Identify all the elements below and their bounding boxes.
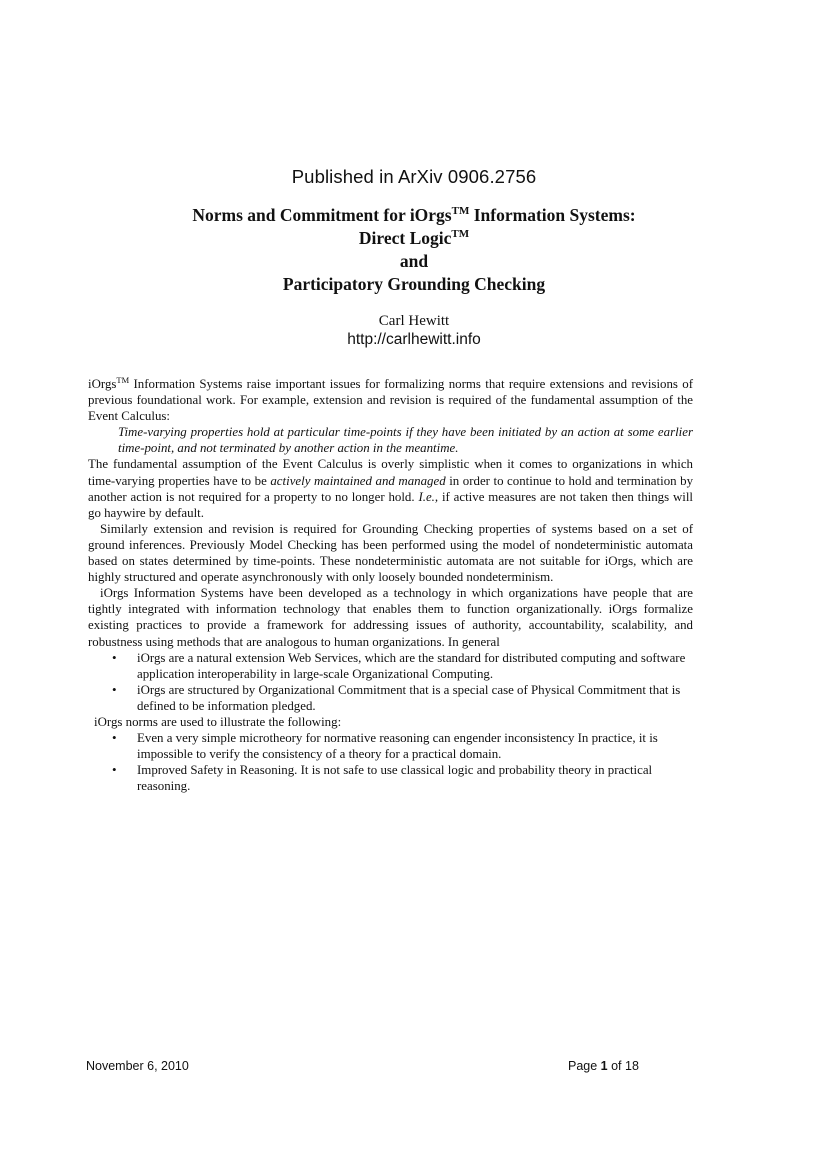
emphasis-text: actively maintained and managed bbox=[270, 473, 446, 488]
page-label: Page bbox=[568, 1059, 601, 1073]
list-item: • Even a very simple microtheory for normative reasoning can engender inconsistency In practice, it is impossible to verify the consistency of a theory for a practical domain. bbox=[137, 730, 693, 762]
paragraph-norms: iOrgs norms are used to illustrate the following: bbox=[94, 714, 342, 729]
trademark-mark: TM bbox=[116, 375, 130, 385]
bullet-list-1 bbox=[88, 650, 693, 714]
footer-page-number bbox=[568, 1059, 639, 1073]
trademark-mark: TM bbox=[451, 228, 470, 240]
inline-text: if active measures are not taken then things will go haywire by default. bbox=[88, 489, 694, 520]
list-item: • iOrgs are structured by Organizational Commitment that is a special case of Physical Commitment that is defined to be information pledged. bbox=[137, 682, 693, 714]
inline-text: The fundamental assumption of the Event Calculus is overly simplistic when it comes to organizations in which time-varying properties have to be bbox=[88, 457, 693, 488]
event-calculus-quote: Time-varying properties hold at particular time-points if they have been initiated by an action at some earlier time-point, and not terminated by another action in the meantime. bbox=[118, 425, 693, 456]
page-total: of 18 bbox=[607, 1059, 639, 1073]
title-text: Norms and Commitment for iOrgs bbox=[192, 205, 452, 225]
bullet-list-2 bbox=[88, 730, 693, 794]
inline-text: iOrgs bbox=[88, 377, 117, 391]
title-text: Information Systems: bbox=[469, 205, 636, 225]
inline-text: in order to continue to hold and termination by another action is not required for a property to no longer hold. bbox=[88, 473, 694, 504]
paper-title bbox=[0, 204, 828, 296]
inline-text: Information Systems raise important issues for formalizing norms that require extensions and revisions of previous foundational work. For example, extension and revision is required of the fundamental assumption of the Event Calculus: bbox=[88, 377, 693, 424]
paragraph-intro bbox=[88, 376, 693, 424]
current-page: 1 bbox=[600, 1059, 608, 1073]
list-item: • iOrgs are a natural extension Web Services, which are the standard for distributed computing and software application interoperability in large-scale Organizational Computing. bbox=[137, 650, 693, 682]
title-line-4: Participatory Grounding Checking bbox=[282, 274, 546, 294]
paragraph-event-calculus bbox=[88, 456, 693, 520]
author-url-link[interactable]: http://carlhewitt.info bbox=[347, 331, 481, 348]
paragraph-iorgs: iOrgs Information Systems have been developed as a technology in which organizations have people that are tightly integrated with information technology that enables them to function organizationally. iOrgs formalize existing practices to provide a framework for addressing issues of authority, accountability, scalability, and robustness using methods that are analogous to human organizations. In general bbox=[88, 586, 693, 649]
author-name: Carl Hewitt bbox=[378, 313, 450, 329]
trademark-mark: TM bbox=[451, 205, 470, 217]
emphasis-text: I.e., bbox=[418, 489, 439, 504]
title-line-2 bbox=[0, 227, 828, 250]
paragraph-grounding: Similarly extension and revision is required for Grounding Checking properties of systems based on a set of ground inferences. Previously Model Checking has been performed using the model of nondeterministic automata based on states determined by time-points. These nondeterministic automata are not suitable for iOrgs, which are highly structured and operate asynchronously with only loosely bounded nondeterminism. bbox=[88, 521, 693, 585]
published-header: Published in ArXiv 0906.2756 bbox=[291, 166, 537, 187]
title-text: Direct Logic bbox=[358, 228, 452, 248]
abstract-body bbox=[88, 376, 693, 794]
title-line-3: and bbox=[399, 251, 429, 271]
title-line-1 bbox=[0, 204, 828, 227]
list-item: • Improved Safety in Reasoning. It is not safe to use classical logic and probability theory in practical reasoning. bbox=[137, 762, 693, 794]
footer-date: November 6, 2010 bbox=[86, 1059, 189, 1073]
